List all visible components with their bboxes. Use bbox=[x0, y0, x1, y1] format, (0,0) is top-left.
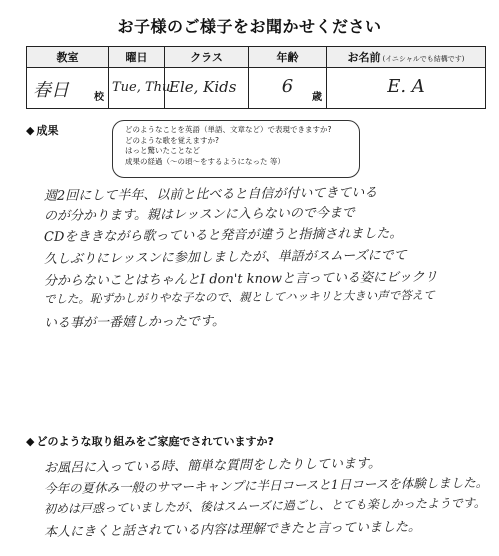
header-classroom: 教室 bbox=[27, 47, 109, 68]
header-age: 年齢 bbox=[249, 47, 327, 68]
results-bullet-icon: ◆ bbox=[26, 124, 35, 137]
header-weekday: 曜日 bbox=[109, 47, 165, 68]
classroom-value: 春日 bbox=[33, 80, 69, 101]
info-table-header-row bbox=[27, 47, 486, 68]
results-hint-item: 成果の経過（〜の頃〜をするようになった 等） bbox=[125, 156, 285, 166]
home-heading-label: どのような取り組みをご家庭でされていますか? bbox=[36, 435, 274, 448]
info-table-value-row bbox=[27, 68, 486, 109]
home-heading bbox=[26, 433, 274, 449]
cell-age bbox=[249, 68, 327, 109]
results-text-line: 久しぶりにレッスンに参加しましたが、単語がスムーズにでて bbox=[43, 248, 407, 267]
results-heading-label: 成果 bbox=[36, 124, 59, 137]
results-text-line: 分からないことはちゃんとI don't knowと言っている姿にビックリ bbox=[43, 269, 438, 289]
cell-classroom bbox=[27, 68, 109, 109]
cell-name bbox=[327, 68, 486, 109]
age-suffix: 歳 bbox=[312, 92, 322, 103]
classroom-suffix: 校 bbox=[94, 92, 104, 103]
cell-weekday bbox=[109, 68, 171, 109]
results-text-line: CDをききながら歌っていると発音が違うと指摘されました。 bbox=[43, 226, 403, 245]
results-hint-item: どのようなことを英語（単語、文章など）で表現できますか? bbox=[125, 125, 332, 134]
info-table bbox=[26, 46, 486, 109]
results-hint-item: はっと驚いたことなど bbox=[125, 146, 200, 156]
results-text-line: 週2回にして半年、以前と比べると自信が付いてきている bbox=[43, 185, 378, 204]
results-hint-box bbox=[112, 120, 360, 178]
results-text-line: のが分かります。親はレッスンに入らないので今まで bbox=[43, 205, 355, 224]
home-text-line: 今年の夏休み一般のサマーキャンプに半日コースと1日コースを体験しました。 bbox=[43, 474, 489, 496]
results-heading bbox=[26, 122, 58, 138]
header-name bbox=[327, 47, 486, 68]
home-text-line: お風呂に入っている時、簡単な質問をしたりしています。 bbox=[43, 456, 382, 476]
results-text-line: でした。恥ずかしがりやな子なので、親としてハッキリと大きい声で答えて bbox=[43, 287, 435, 306]
weekday-value: Tue, Thu bbox=[112, 80, 171, 95]
home-text-line: 本人にきくと話されている内容は理解できたと言っていました。 bbox=[43, 519, 422, 540]
results-hint-item: どのような歌を覚えますか? bbox=[125, 135, 219, 145]
results-text-line: いる事が一番嬉しかったです。 bbox=[43, 314, 226, 331]
name-value: E. A bbox=[387, 76, 425, 97]
header-name-label: お名前 bbox=[347, 51, 381, 64]
page-title: お子様のご様子をお聞かせください bbox=[117, 17, 382, 36]
header-name-note: (イニシャルでも結構です) bbox=[382, 55, 465, 63]
home-bullet-icon: ◆ bbox=[26, 435, 35, 448]
class-value: Ele, Kids bbox=[169, 78, 237, 96]
cell-class bbox=[165, 68, 249, 109]
header-class: クラス bbox=[165, 47, 249, 68]
age-value: 6 bbox=[281, 76, 294, 97]
home-text-line: 初めは戸惑っていましたが、後はスムーズに過ごし、とても楽しかったようです。 bbox=[43, 495, 486, 516]
